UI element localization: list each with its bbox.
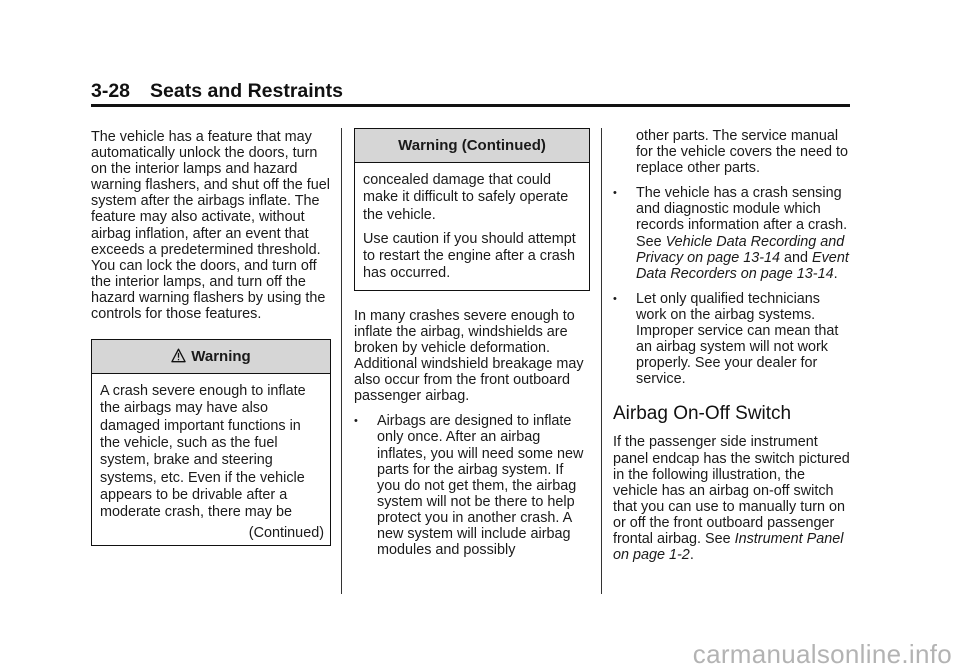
section-heading: Airbag On-Off Switch (613, 403, 792, 425)
watermark: carmanualsonline.info (692, 639, 952, 669)
column-1 (91, 129, 331, 546)
warning-body (92, 374, 330, 545)
column-3 (613, 128, 853, 563)
windshield-paragraph: In many crashes severe enough to inflate the airbag, windshields are broken by vehicle deformation. Additional windshield breakage may also occur from the front outboard passenger airbag. (354, 307, 584, 405)
list-item-continued: other parts. The service manual for the vehicle covers the need to replace other parts. (636, 128, 848, 177)
warning-continued-header: Warning (Continued) (355, 129, 589, 163)
warning-title: Warning (191, 348, 251, 366)
header-rule (91, 104, 850, 107)
page-number: 3-28 (91, 80, 131, 102)
bullet-list-continued (613, 128, 853, 387)
column-divider-2 (601, 128, 602, 594)
switch-paragraph: If the passenger side instrument panel endcap has the switch pictured in the following illustration, the vehicle has an airbag on-off switch that you can use to manually turn on or off the front outboard passenger frontal airbag. See Instrument Panel on page 1-2. (613, 434, 850, 564)
warning-box (91, 339, 331, 546)
column-2 (354, 128, 590, 558)
column-divider-1 (341, 128, 342, 594)
list-item: • Airbags are designed to inflate only once. After an airbag inflates, you will need some new parts for the airbag system. If you do not get them, the airbag system will not be there to help protect you in another crash. A new system will include airbag modules and possibly (354, 413, 590, 558)
list-item: • The vehicle has a crash sensing and diagnostic module which records information after a crash. See Vehicle Data Recording and Privacy on page 13-14 and Event Data Recorders on page 13-14. (613, 185, 853, 282)
page-header (91, 80, 343, 103)
cross-reference-link[interactable]: Instrument Panel on page 1-2 (613, 530, 844, 564)
warning-continued-box (354, 128, 590, 291)
cross-reference-link[interactable]: Event Data Recorders on page 13-14 (636, 249, 849, 282)
bullet-list (354, 413, 590, 558)
warning-continued-text-2: Use caution if you should attempt to restart the engine after a crash has occurred. (363, 230, 576, 282)
warning-continued-body (355, 163, 589, 290)
warning-continued-text-1: concealed damage that could make it difficult to safely operate the vehicle. (363, 172, 569, 223)
continued-label: (Continued) (248, 524, 324, 541)
list-item: • Let only qualified technicians work on the airbag systems. Improper service can mean that an airbag system will not work properly. See your dealer for service. (613, 291, 853, 388)
warning-header (92, 340, 330, 374)
alert-triangle-icon (171, 348, 186, 363)
warning-text: A crash severe enough to inflate the airbags may have also damaged important functions in the vehicle, such as the fuel system, brake and steering systems, etc. Even if the vehicle appears to be drivable after a moderate crash, there may be (100, 383, 306, 521)
section-title: Seats and Restraints (150, 80, 343, 102)
cross-reference-link[interactable]: Vehicle Data Recording and Privacy on page 13-14 (636, 233, 845, 266)
intro-paragraph: The vehicle has a feature that may automatically unlock the doors, turn on the interior lamps and hazard warning flashers, and shut off the fuel system after the airbags inflate. The feature may also activate, without airbag inflation, after an event that exceeds a predetermined threshold. You can lock the doors, and turn off the interior lamps, and turn off the hazard warning flashers by using the controls for those features. (91, 129, 330, 323)
